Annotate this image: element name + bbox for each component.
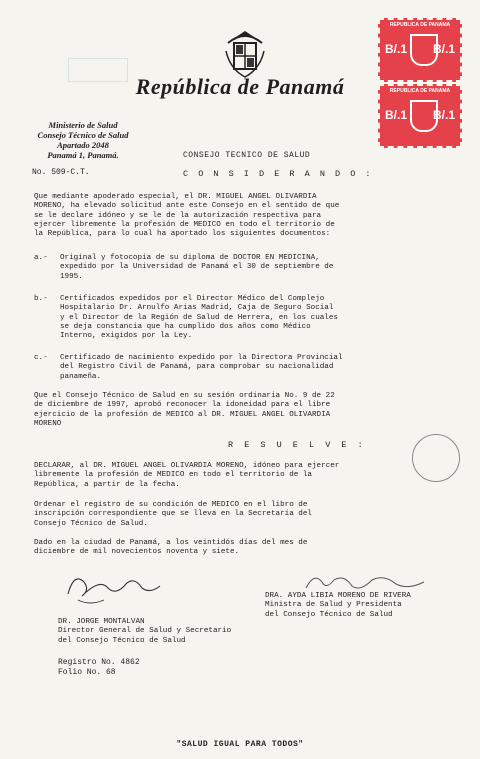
document-title: República de Panamá bbox=[135, 74, 345, 99]
document-item bbox=[34, 295, 446, 343]
item-label: a.- bbox=[34, 254, 48, 262]
text-line: Certificado de nacimiento expedido por la Directora Provincial bbox=[60, 354, 343, 362]
text-line: 1995. bbox=[60, 272, 83, 281]
text-line: Ordenar el registro de su condición de MEDICO en el libro de bbox=[34, 501, 308, 509]
signatory-left bbox=[58, 618, 231, 646]
sender-line: Ministerio de Salud bbox=[48, 120, 118, 130]
stamp-crest-icon bbox=[410, 100, 438, 132]
signatory-name: DR. JORGE MONTALVAN bbox=[58, 618, 145, 626]
folio-number: Folio No. 68 bbox=[58, 668, 116, 677]
stamp-header: REPUBLICA DE PANAMA bbox=[389, 88, 451, 94]
document-item bbox=[34, 354, 446, 384]
text-line: Dado en la ciudad de Panamá, a los veintidós días del mes de bbox=[34, 539, 308, 547]
stamp-value: B/.1 bbox=[432, 42, 455, 56]
signatory-role: del Consejo Técnico de Salud bbox=[58, 636, 186, 645]
considerando-heading: C O N S I D E R A N D O : bbox=[183, 169, 374, 179]
date-paragraph bbox=[34, 539, 446, 558]
resuelve-heading: R E S U E L V E : bbox=[228, 440, 366, 450]
stamp-value: B/.1 bbox=[385, 42, 408, 56]
text-line: panameña. bbox=[60, 372, 102, 381]
text-line: libremente la profesión de MEDICO en todo el territorio de la bbox=[34, 471, 312, 480]
text-line: DECLARAR, al DR. MIGUEL ANGEL OLIVARDIA MORENO, idóneo para ejercer bbox=[34, 462, 340, 470]
text-line: la República, para lo cual ha aportado los siguientes documentos: bbox=[34, 230, 331, 239]
signature-montalvan bbox=[60, 566, 170, 608]
text-line: MORENO bbox=[34, 419, 62, 428]
registry-block bbox=[58, 658, 140, 678]
text-line: Consejo Técnico de Salud. bbox=[34, 519, 148, 528]
text-line: Certificados expedidos por el Director Médico del Complejo bbox=[60, 295, 325, 303]
text-line: expedido por la Universidad de Panamá el 30 de septiembre de bbox=[60, 263, 334, 272]
text-line: ejercer libremente la profesión de MEDICO en todo el territorio de bbox=[34, 220, 335, 229]
signatory-role: Director General de Salud y Secretario bbox=[58, 627, 232, 636]
signatory-name: DRA. AYDA LIBIA MORENO DE RIVERA bbox=[265, 592, 411, 600]
text-line: MORENO, ha elevado solicitud ante este Consejo en el sentido de que bbox=[34, 202, 340, 211]
stamp-value: B/.1 bbox=[385, 108, 408, 122]
item-label: c.- bbox=[34, 354, 48, 362]
stamp-value: B/.1 bbox=[432, 108, 455, 122]
text-line: Hospitalario Dr. Arnulfo Arias Madrid, Caja de Seguro Social bbox=[60, 304, 334, 313]
signatory-role: del Consejo Técnico de Salud bbox=[265, 610, 393, 619]
text-line: se le declare idóneo y se le de la autorización respectiva para bbox=[34, 211, 322, 220]
session-paragraph bbox=[34, 392, 446, 429]
intro-paragraph bbox=[34, 193, 446, 239]
sender-line: Consejo Técnico de Salud bbox=[37, 130, 129, 140]
text-line: inscripción correspondiente que se lleva en la Secretaría del bbox=[34, 510, 312, 519]
text-line: Que el Consejo Técnico de Salud en su sesión ordinaria No. 9 de 22 bbox=[34, 392, 335, 400]
text-line: se deja constancia que ha cumplido dos años como Médico bbox=[60, 322, 311, 331]
registry-number: Registro No. 4862 bbox=[58, 658, 140, 667]
signatory-role: Ministra de Salud y Presidenta bbox=[265, 601, 402, 610]
stamp-crest-icon bbox=[410, 34, 438, 66]
text-line: de diciembre de 1997, aprobó reconocer la idoneidad para el libre bbox=[34, 401, 331, 410]
text-line: Interno, exigidos por la Ley. bbox=[60, 332, 193, 341]
council-heading: CONSEJO TECNICO DE SALUD bbox=[183, 151, 311, 160]
order-paragraph bbox=[34, 501, 446, 529]
text-line: del Registro Civil de Panamá, para comprobar su nacionalidad bbox=[60, 363, 334, 372]
revenue-stamp bbox=[378, 18, 462, 82]
sender-line: Panamá 1, Panamá. bbox=[47, 150, 119, 160]
document-item bbox=[34, 254, 446, 284]
declaration-paragraph bbox=[34, 462, 446, 490]
stamp-header: REPUBLICA DE PANAMA bbox=[389, 22, 451, 28]
sender-line: Apartado 2048 bbox=[57, 140, 109, 150]
text-line: y el Director de la Región de Salud de Herrera, en los cuales bbox=[60, 313, 338, 322]
text-line: Que mediante apoderado especial, el DR. MIGUEL ANGEL OLIVARDIA bbox=[34, 193, 317, 201]
item-label: b.- bbox=[34, 295, 48, 303]
text-line: República, a partir de la fecha. bbox=[34, 480, 180, 489]
revenue-stamp bbox=[378, 84, 462, 148]
official-seal bbox=[412, 434, 460, 482]
text-line: ejercicio de la profesión de MEDICO al DR. MIGUEL ANGEL OLIVARDIA bbox=[34, 410, 331, 419]
sender-block bbox=[18, 120, 148, 160]
footer-motto: "SALUD IGUAL PARA TODOS" bbox=[176, 740, 304, 749]
text-line: diciembre de mil novecientos noventa y siete. bbox=[34, 548, 240, 557]
reference-number: No. 509-C.T. bbox=[32, 168, 90, 177]
text-line: Original y fotocopia de su diploma de DOCTOR EN MEDICINA, bbox=[60, 254, 320, 262]
signatory-right bbox=[265, 592, 411, 620]
